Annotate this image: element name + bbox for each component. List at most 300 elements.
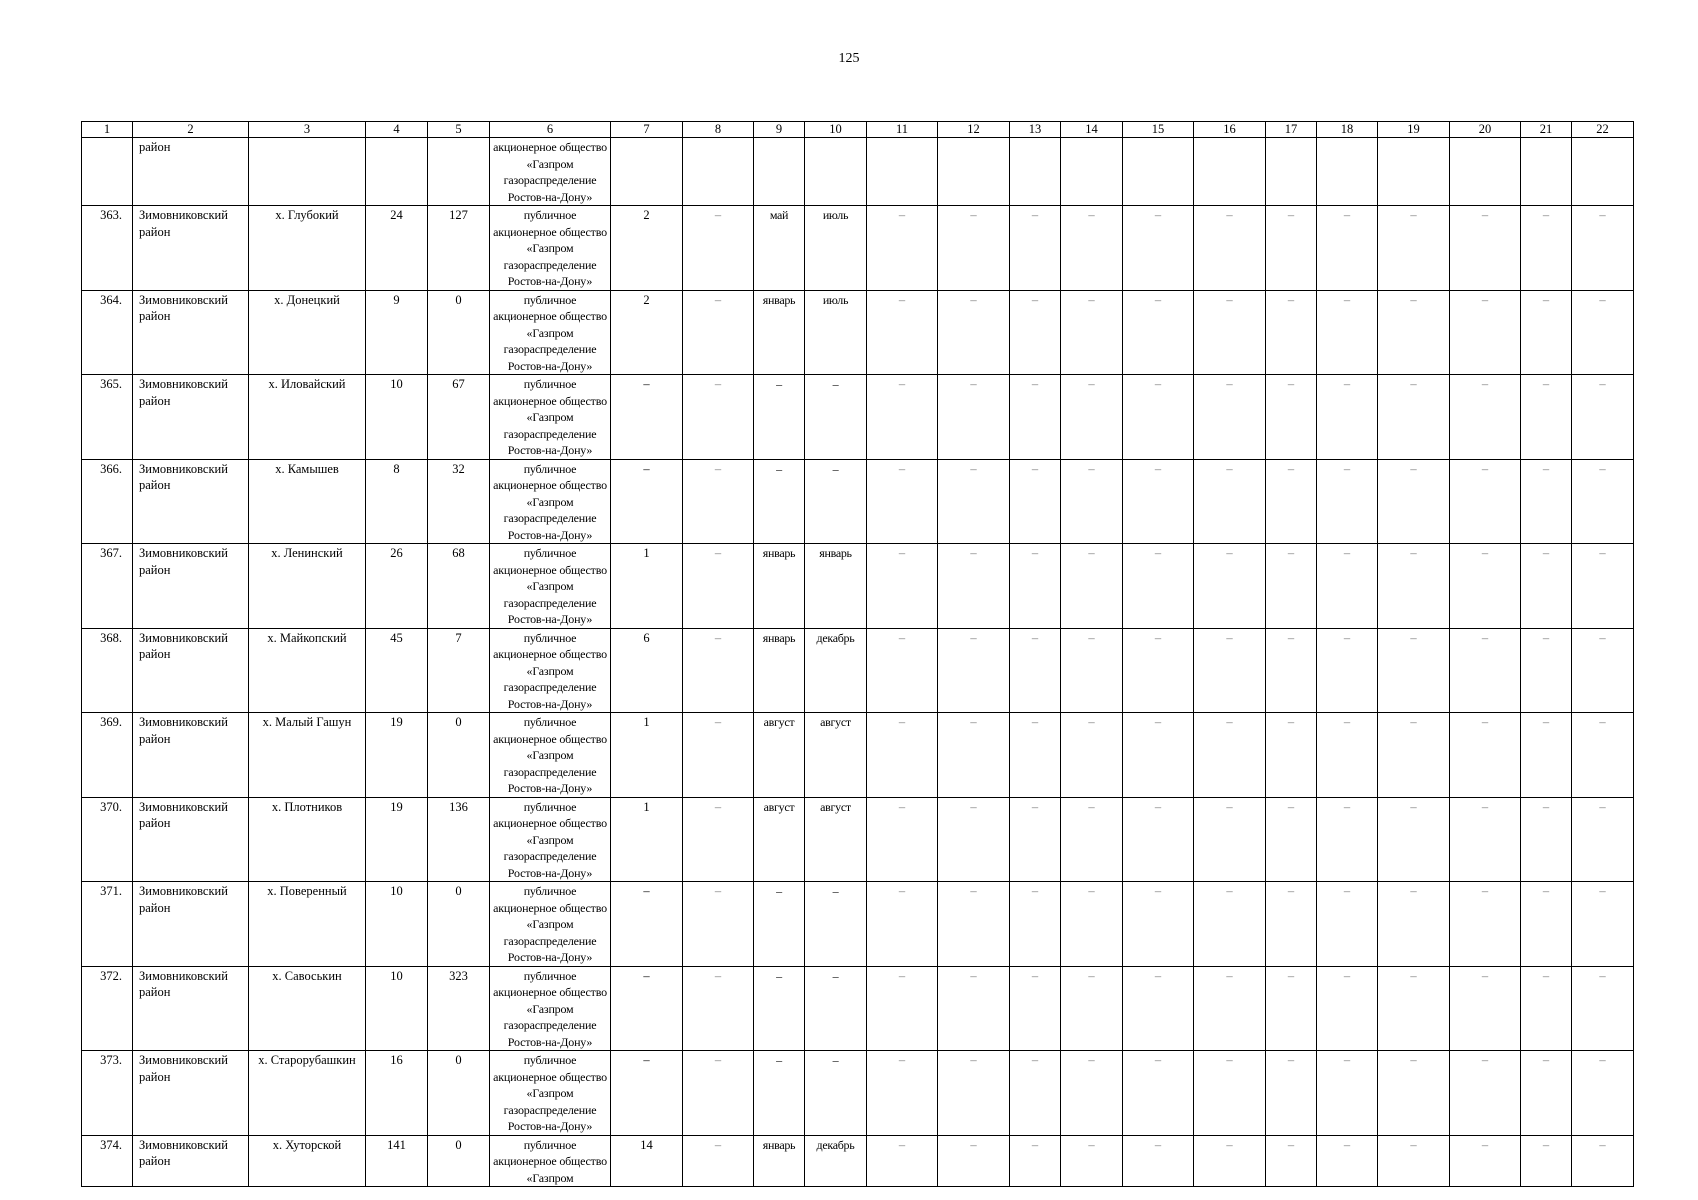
- start-month-cell: –: [754, 1051, 805, 1136]
- cell-col-15: –: [1123, 1051, 1194, 1136]
- organization-cell: публичное акционерное общество «Газпром газораспределение Ростов-на-Дону»: [490, 797, 611, 882]
- district-cell: Зимовниковский район: [133, 966, 249, 1051]
- table-row: [82, 713, 1634, 798]
- continuation-row: [82, 138, 1634, 206]
- cell-col-17: –: [1266, 966, 1317, 1051]
- settlement-cell: х. Ленинский: [249, 544, 366, 629]
- cell-col-17: –: [1266, 290, 1317, 375]
- cell-col-4: 19: [366, 713, 428, 798]
- cell-col-22: –: [1572, 882, 1634, 967]
- row-number-cell: 374.: [82, 1135, 133, 1187]
- cell-col-15: –: [1123, 459, 1194, 544]
- cell-col-16: –: [1194, 797, 1266, 882]
- organization-cell: публичное акционерное общество «Газпром газораспределение Ростов-на-Дону»: [490, 713, 611, 798]
- cell-col-15: –: [1123, 966, 1194, 1051]
- organization-cell: публичное акционерное общество «Газпром газораспределение Ростов-на-Дону»: [490, 375, 611, 460]
- cell-col-5: [428, 138, 490, 206]
- row-number-cell: 369.: [82, 713, 133, 798]
- cell-col-12: –: [938, 459, 1010, 544]
- district-cell: Зимовниковский район: [133, 375, 249, 460]
- table-row: [82, 459, 1634, 544]
- cell-col-11: –: [867, 544, 938, 629]
- cell-col-18: –: [1317, 206, 1378, 291]
- cell-col-19: –: [1378, 1135, 1450, 1187]
- organization-cell: публичное акционерное общество «Газпром газораспределение Ростов-на-Дону»: [490, 459, 611, 544]
- cell-col-18: –: [1317, 1051, 1378, 1136]
- column-number-header: 17: [1266, 122, 1317, 138]
- cell-col-12: [938, 138, 1010, 206]
- cell-col-13: –: [1010, 882, 1061, 967]
- district-cell: район: [133, 138, 249, 206]
- start-month-cell: –: [754, 882, 805, 967]
- cell-col-16: –: [1194, 206, 1266, 291]
- district-cell: Зимовниковский район: [133, 1135, 249, 1187]
- start-month-cell: январь: [754, 544, 805, 629]
- cell-col-21: –: [1521, 375, 1572, 460]
- organization-cell: публичное акционерное общество «Газпром газораспределение Ростов-на-Дону»: [490, 206, 611, 291]
- cell-col-13: –: [1010, 966, 1061, 1051]
- cell-col-14: –: [1061, 544, 1123, 629]
- table-body: [82, 122, 1634, 1187]
- cell-col-4: 19: [366, 797, 428, 882]
- cell-col-5: 0: [428, 882, 490, 967]
- row-number-cell: 367.: [82, 544, 133, 629]
- row-number-cell: 373.: [82, 1051, 133, 1136]
- cell-col-8: –: [683, 797, 754, 882]
- cell-col-19: –: [1378, 797, 1450, 882]
- cell-col-7: 2: [611, 206, 683, 291]
- column-number-header: 13: [1010, 122, 1061, 138]
- cell-col-17: –: [1266, 206, 1317, 291]
- cell-col-7: –: [611, 375, 683, 460]
- cell-col-19: –: [1378, 290, 1450, 375]
- cell-col-21: –: [1521, 544, 1572, 629]
- cell-col-4: 141: [366, 1135, 428, 1187]
- cell-col-20: –: [1450, 966, 1521, 1051]
- cell-col-18: –: [1317, 797, 1378, 882]
- cell-col-7: –: [611, 882, 683, 967]
- row-number-cell: 371.: [82, 882, 133, 967]
- start-month-cell: январь: [754, 628, 805, 713]
- cell-col-15: –: [1123, 544, 1194, 629]
- cell-col-5: 0: [428, 713, 490, 798]
- cell-col-22: –: [1572, 459, 1634, 544]
- end-month-cell: –: [805, 966, 867, 1051]
- cell-col-22: –: [1572, 206, 1634, 291]
- cell-col-16: [1194, 138, 1266, 206]
- cell-col-17: –: [1266, 375, 1317, 460]
- table-row: [82, 628, 1634, 713]
- cell-col-5: 127: [428, 206, 490, 291]
- settlement-cell: х. Савоськин: [249, 966, 366, 1051]
- start-month-cell: –: [754, 459, 805, 544]
- cell-col-4: [366, 138, 428, 206]
- cell-col-13: –: [1010, 1051, 1061, 1136]
- cell-col-8: –: [683, 459, 754, 544]
- start-month-cell: –: [754, 375, 805, 460]
- cell-col-21: –: [1521, 206, 1572, 291]
- row-number-cell: 364.: [82, 290, 133, 375]
- cell-col-18: –: [1317, 375, 1378, 460]
- organization-cell: публичное акционерное общество «Газпром газораспределение Ростов-на-Дону»: [490, 628, 611, 713]
- cell-col-21: –: [1521, 628, 1572, 713]
- cell-col-17: –: [1266, 882, 1317, 967]
- cell-col-12: –: [938, 544, 1010, 629]
- cell-col-22: –: [1572, 1051, 1634, 1136]
- cell-col-16: –: [1194, 459, 1266, 544]
- cell-col-8: –: [683, 375, 754, 460]
- cell-col-20: –: [1450, 797, 1521, 882]
- cell-col-18: –: [1317, 290, 1378, 375]
- cell-col-12: –: [938, 290, 1010, 375]
- start-month-cell: –: [754, 966, 805, 1051]
- cell-col-9: [754, 138, 805, 206]
- cell-col-21: –: [1521, 290, 1572, 375]
- cell-col-21: –: [1521, 966, 1572, 1051]
- cell-col-11: –: [867, 628, 938, 713]
- cell-col-16: –: [1194, 290, 1266, 375]
- row-number-cell: 365.: [82, 375, 133, 460]
- cell-col-11: –: [867, 882, 938, 967]
- cell-col-19: –: [1378, 713, 1450, 798]
- column-number-header: 2: [133, 122, 249, 138]
- settlement-cell: х. Донецкий: [249, 290, 366, 375]
- cell-col-13: [1010, 138, 1061, 206]
- district-cell: Зимовниковский район: [133, 797, 249, 882]
- settlement-cell: х. Майкопский: [249, 628, 366, 713]
- cell-col-22: –: [1572, 375, 1634, 460]
- table-row: [82, 290, 1634, 375]
- cell-col-19: –: [1378, 459, 1450, 544]
- organization-cell: акционерное общество «Газпром газораспределение Ростов-на-Дону»: [490, 138, 611, 206]
- cell-col-7: –: [611, 1051, 683, 1136]
- cell-col-21: –: [1521, 1135, 1572, 1187]
- cell-col-17: [1266, 138, 1317, 206]
- cell-col-7: 1: [611, 797, 683, 882]
- cell-col-20: –: [1450, 713, 1521, 798]
- cell-col-20: –: [1450, 1051, 1521, 1136]
- cell-col-15: –: [1123, 375, 1194, 460]
- cell-col-11: –: [867, 206, 938, 291]
- cell-col-20: –: [1450, 1135, 1521, 1187]
- cell-col-8: –: [683, 713, 754, 798]
- cell-col-4: 24: [366, 206, 428, 291]
- end-month-cell: июль: [805, 290, 867, 375]
- cell-col-4: 45: [366, 628, 428, 713]
- column-number-header: 5: [428, 122, 490, 138]
- cell-col-5: 323: [428, 966, 490, 1051]
- cell-col-5: 0: [428, 1135, 490, 1187]
- cell-col-18: [1317, 138, 1378, 206]
- cell-col-18: –: [1317, 882, 1378, 967]
- cell-col-12: –: [938, 628, 1010, 713]
- column-number-header: 10: [805, 122, 867, 138]
- column-number-row: [82, 122, 1634, 138]
- organization-cell: публичное акционерное общество «Газпром газораспределение Ростов-на-Дону»: [490, 544, 611, 629]
- cell-col-15: –: [1123, 1135, 1194, 1187]
- organization-cell: публичное акционерное общество «Газпром газораспределение Ростов-на-Дону»: [490, 290, 611, 375]
- cell-col-7: –: [611, 459, 683, 544]
- district-cell: Зимовниковский район: [133, 544, 249, 629]
- cell-col-15: –: [1123, 713, 1194, 798]
- district-cell: Зимовниковский район: [133, 628, 249, 713]
- cell-col-7: [611, 138, 683, 206]
- settlement-cell: х. Старорубашкин: [249, 1051, 366, 1136]
- end-month-cell: –: [805, 459, 867, 544]
- district-cell: Зимовниковский район: [133, 459, 249, 544]
- cell-col-17: –: [1266, 1051, 1317, 1136]
- cell-col-11: –: [867, 290, 938, 375]
- cell-col-7: 1: [611, 713, 683, 798]
- table-row: [82, 1135, 1634, 1187]
- cell-col-10: [805, 138, 867, 206]
- cell-col-15: –: [1123, 797, 1194, 882]
- settlement-cell: х. Плотников: [249, 797, 366, 882]
- district-cell: Зимовниковский район: [133, 290, 249, 375]
- row-number-cell: 372.: [82, 966, 133, 1051]
- settlement-cell: х. Малый Гашун: [249, 713, 366, 798]
- end-month-cell: август: [805, 713, 867, 798]
- cell-col-21: –: [1521, 882, 1572, 967]
- cell-col-14: –: [1061, 713, 1123, 798]
- cell-col-14: –: [1061, 966, 1123, 1051]
- cell-col-19: –: [1378, 206, 1450, 291]
- cell-col-18: –: [1317, 1135, 1378, 1187]
- cell-col-14: –: [1061, 882, 1123, 967]
- column-number-header: 22: [1572, 122, 1634, 138]
- cell-col-15: [1123, 138, 1194, 206]
- cell-col-12: –: [938, 966, 1010, 1051]
- cell-col-17: –: [1266, 544, 1317, 629]
- column-number-header: 16: [1194, 122, 1266, 138]
- cell-col-14: –: [1061, 290, 1123, 375]
- cell-col-7: 14: [611, 1135, 683, 1187]
- column-number-header: 12: [938, 122, 1010, 138]
- cell-col-20: –: [1450, 628, 1521, 713]
- cell-col-17: –: [1266, 1135, 1317, 1187]
- cell-col-16: –: [1194, 1135, 1266, 1187]
- cell-col-20: –: [1450, 290, 1521, 375]
- cell-col-8: –: [683, 206, 754, 291]
- column-number-header: 3: [249, 122, 366, 138]
- cell-col-17: –: [1266, 797, 1317, 882]
- cell-col-4: 10: [366, 966, 428, 1051]
- cell-col-14: –: [1061, 375, 1123, 460]
- end-month-cell: август: [805, 797, 867, 882]
- cell-col-12: –: [938, 375, 1010, 460]
- cell-col-12: –: [938, 206, 1010, 291]
- end-month-cell: июль: [805, 206, 867, 291]
- cell-col-18: –: [1317, 628, 1378, 713]
- settlement-cell: х. Поверенный: [249, 882, 366, 967]
- cell-col-3: [249, 138, 366, 206]
- cell-col-7: 6: [611, 628, 683, 713]
- cell-col-5: 67: [428, 375, 490, 460]
- cell-col-22: –: [1572, 290, 1634, 375]
- table-row: [82, 1051, 1634, 1136]
- cell-col-13: –: [1010, 628, 1061, 713]
- page-number: 125: [838, 51, 860, 66]
- cell-col-13: –: [1010, 544, 1061, 629]
- cell-col-5: 0: [428, 1051, 490, 1136]
- cell-col-19: –: [1378, 1051, 1450, 1136]
- organization-cell: публичное акционерное общество «Газпром: [490, 1135, 611, 1187]
- cell-col-21: [1521, 138, 1572, 206]
- cell-col-11: –: [867, 375, 938, 460]
- column-number-header: 1: [82, 122, 133, 138]
- cell-col-19: –: [1378, 375, 1450, 460]
- cell-col-16: –: [1194, 544, 1266, 629]
- cell-col-19: –: [1378, 544, 1450, 629]
- cell-col-8: –: [683, 1135, 754, 1187]
- organization-cell: публичное акционерное общество «Газпром газораспределение Ростов-на-Дону»: [490, 966, 611, 1051]
- cell-col-8: –: [683, 544, 754, 629]
- cell-col-12: –: [938, 1051, 1010, 1136]
- cell-col-11: –: [867, 1135, 938, 1187]
- district-cell: Зимовниковский район: [133, 206, 249, 291]
- cell-col-20: –: [1450, 882, 1521, 967]
- cell-col-18: –: [1317, 459, 1378, 544]
- cell-col-21: –: [1521, 459, 1572, 544]
- cell-col-12: –: [938, 713, 1010, 798]
- table-row: [82, 882, 1634, 967]
- settlement-cell: х. Глубокий: [249, 206, 366, 291]
- cell-col-13: –: [1010, 1135, 1061, 1187]
- cell-col-22: –: [1572, 544, 1634, 629]
- cell-col-21: –: [1521, 713, 1572, 798]
- cell-col-20: –: [1450, 544, 1521, 629]
- cell-col-13: –: [1010, 206, 1061, 291]
- cell-col-4: 10: [366, 375, 428, 460]
- data-table: [81, 121, 1634, 1187]
- cell-col-14: [1061, 138, 1123, 206]
- column-number-header: 20: [1450, 122, 1521, 138]
- end-month-cell: январь: [805, 544, 867, 629]
- cell-col-12: –: [938, 882, 1010, 967]
- cell-col-8: –: [683, 966, 754, 1051]
- cell-col-5: 68: [428, 544, 490, 629]
- cell-col-21: –: [1521, 1051, 1572, 1136]
- end-month-cell: –: [805, 375, 867, 460]
- cell-col-13: –: [1010, 375, 1061, 460]
- cell-col-16: –: [1194, 882, 1266, 967]
- cell-col-4: 26: [366, 544, 428, 629]
- district-cell: Зимовниковский район: [133, 1051, 249, 1136]
- cell-col-4: 10: [366, 882, 428, 967]
- column-number-header: 4: [366, 122, 428, 138]
- cell-col-17: –: [1266, 713, 1317, 798]
- cell-col-4: 9: [366, 290, 428, 375]
- column-number-header: 6: [490, 122, 611, 138]
- cell-col-14: –: [1061, 797, 1123, 882]
- column-number-header: 19: [1378, 122, 1450, 138]
- cell-col-15: –: [1123, 206, 1194, 291]
- cell-col-4: 8: [366, 459, 428, 544]
- column-number-header: 9: [754, 122, 805, 138]
- cell-col-22: –: [1572, 966, 1634, 1051]
- settlement-cell: х. Хуторской: [249, 1135, 366, 1187]
- cell-col-14: –: [1061, 459, 1123, 544]
- cell-col-7: 2: [611, 290, 683, 375]
- row-number-cell: 370.: [82, 797, 133, 882]
- row-number-cell: 366.: [82, 459, 133, 544]
- column-number-header: 7: [611, 122, 683, 138]
- table-row: [82, 797, 1634, 882]
- cell-col-14: –: [1061, 1051, 1123, 1136]
- cell-col-18: –: [1317, 966, 1378, 1051]
- cell-col-19: [1378, 138, 1450, 206]
- cell-col-11: –: [867, 459, 938, 544]
- cell-col-8: –: [683, 628, 754, 713]
- cell-col-11: [867, 138, 938, 206]
- row-number-cell: 368.: [82, 628, 133, 713]
- column-number-header: 14: [1061, 122, 1123, 138]
- end-month-cell: –: [805, 1051, 867, 1136]
- settlement-cell: х. Иловайский: [249, 375, 366, 460]
- cell-col-12: –: [938, 797, 1010, 882]
- cell-col-11: –: [867, 1051, 938, 1136]
- cell-col-19: –: [1378, 966, 1450, 1051]
- cell-col-1: [82, 138, 133, 206]
- cell-col-19: –: [1378, 882, 1450, 967]
- start-month-cell: январь: [754, 1135, 805, 1187]
- table-row: [82, 375, 1634, 460]
- cell-col-11: –: [867, 713, 938, 798]
- table-row: [82, 206, 1634, 291]
- cell-col-22: –: [1572, 628, 1634, 713]
- cell-col-16: –: [1194, 375, 1266, 460]
- cell-col-20: –: [1450, 459, 1521, 544]
- cell-col-15: –: [1123, 628, 1194, 713]
- column-number-header: 11: [867, 122, 938, 138]
- cell-col-20: –: [1450, 375, 1521, 460]
- cell-col-14: –: [1061, 206, 1123, 291]
- cell-col-8: [683, 138, 754, 206]
- cell-col-12: –: [938, 1135, 1010, 1187]
- cell-col-20: –: [1450, 206, 1521, 291]
- cell-col-16: –: [1194, 966, 1266, 1051]
- cell-col-16: –: [1194, 1051, 1266, 1136]
- column-number-header: 8: [683, 122, 754, 138]
- cell-col-18: –: [1317, 713, 1378, 798]
- cell-col-16: –: [1194, 628, 1266, 713]
- start-month-cell: август: [754, 713, 805, 798]
- cell-col-5: 32: [428, 459, 490, 544]
- cell-col-5: 136: [428, 797, 490, 882]
- end-month-cell: декабрь: [805, 628, 867, 713]
- cell-col-7: 1: [611, 544, 683, 629]
- cell-col-8: –: [683, 1051, 754, 1136]
- cell-col-21: –: [1521, 797, 1572, 882]
- cell-col-14: –: [1061, 1135, 1123, 1187]
- cell-col-18: –: [1317, 544, 1378, 629]
- row-number-cell: 363.: [82, 206, 133, 291]
- column-number-header: 21: [1521, 122, 1572, 138]
- cell-col-13: –: [1010, 290, 1061, 375]
- cell-col-17: –: [1266, 628, 1317, 713]
- cell-col-19: –: [1378, 628, 1450, 713]
- organization-cell: публичное акционерное общество «Газпром газораспределение Ростов-на-Дону»: [490, 1051, 611, 1136]
- cell-col-8: –: [683, 290, 754, 375]
- cell-col-20: [1450, 138, 1521, 206]
- cell-col-4: 16: [366, 1051, 428, 1136]
- start-month-cell: май: [754, 206, 805, 291]
- column-number-header: 15: [1123, 122, 1194, 138]
- end-month-cell: декабрь: [805, 1135, 867, 1187]
- start-month-cell: январь: [754, 290, 805, 375]
- cell-col-5: 0: [428, 290, 490, 375]
- organization-cell: публичное акционерное общество «Газпром газораспределение Ростов-на-Дону»: [490, 882, 611, 967]
